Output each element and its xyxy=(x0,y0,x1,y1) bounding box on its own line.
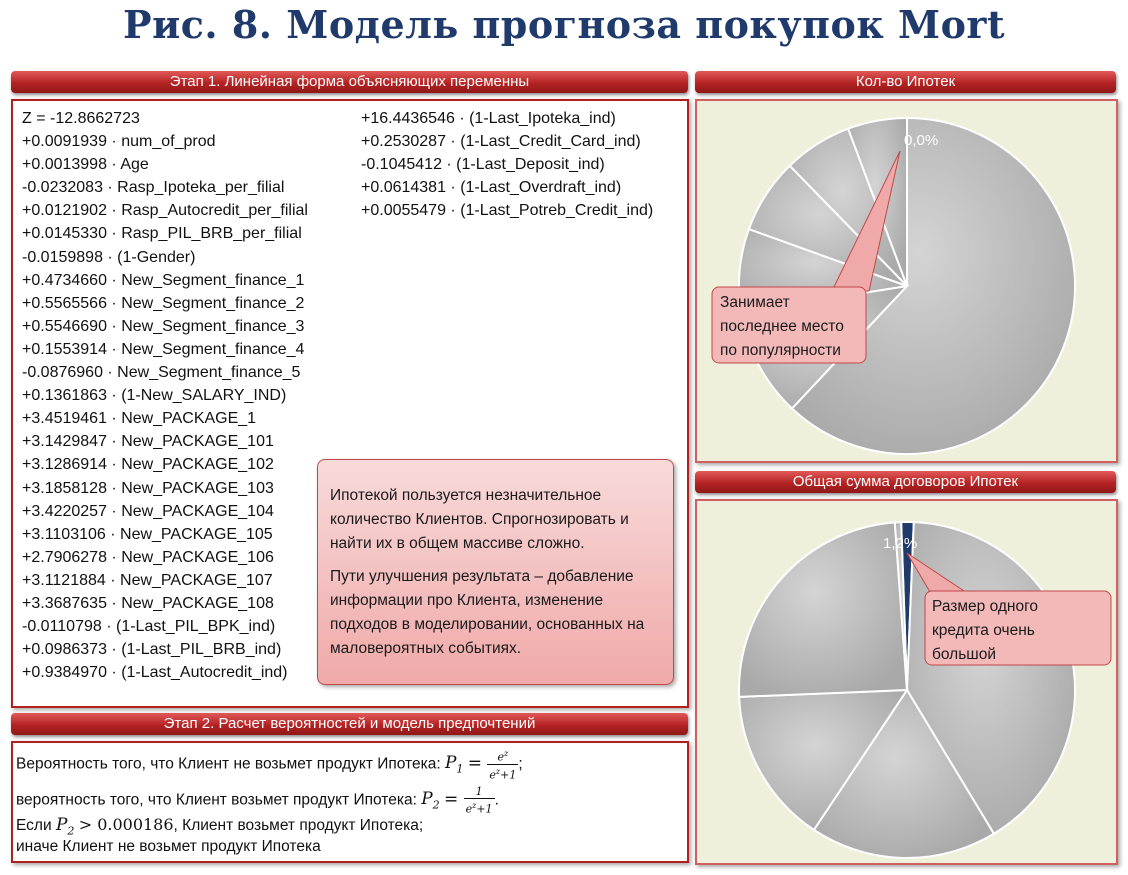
pie-chart-mortgage-sum xyxy=(697,501,1116,863)
chart2-panel xyxy=(695,499,1118,865)
coefficient-term: +2.7906278 · New_PACKAGE_106 xyxy=(22,548,274,566)
formula-2-fraction: $\frac{1}{e^z+1}$ xyxy=(465,785,493,816)
coefficients-column-1 xyxy=(22,107,308,684)
coefficient-term: +0.0986373 · (1-Last_PIL_BRB_ind) xyxy=(22,641,282,659)
chart1-panel xyxy=(695,99,1118,463)
formula-line-2: вероятность того, что Клиент возьмет продукт Ипотека: $P_2$ = $\frac{1}{e^z+1}$ . xyxy=(16,785,499,816)
chart2-callout-line-2: кредита очень xyxy=(932,622,1035,639)
coefficient-term: +3.4220257 · New_PACKAGE_104 xyxy=(22,502,274,520)
p1-subscript: 1 xyxy=(456,762,464,776)
coefficient-term: +3.3687635 · New_PACKAGE_108 xyxy=(22,594,274,612)
formula-line-3 xyxy=(16,815,423,837)
coefficients-column-2 xyxy=(361,107,653,222)
coefficient-term: +3.4519461 · New_PACKAGE_1 xyxy=(22,410,257,428)
coefficient-term: +0.1553914 · New_Segment_finance_4 xyxy=(22,340,305,358)
coefficient-term: +3.1286914 · New_PACKAGE_102 xyxy=(22,456,274,474)
coefficient-term: +0.5565566 · New_Segment_finance_2 xyxy=(22,294,305,312)
formula-1-fraction: $\frac{e^z}{e^z+1}$ xyxy=(489,749,517,782)
formula-line-1: Вероятность того, что Клиент не возьмет продукт Ипотека: $P_1$ = $\frac{e^z}{e^z+1}$ ; xyxy=(16,749,523,782)
coefficient-term: -0.0232083 · Rasp_Ipoteka_per_filial xyxy=(22,179,285,197)
coefficient-term: +3.1103106 · New_PACKAGE_105 xyxy=(22,525,273,543)
coefficient-term: +0.4734660 · New_Segment_finance_1 xyxy=(22,271,305,289)
insight-paragraph-1: Ипотекой пользуется незначительное количество Клиентов. Спрогнозировать и найти их в общем массиве сложно. xyxy=(330,487,629,552)
chart2-slice-label: 1,2% xyxy=(883,535,918,552)
coefficient-term: -0.0159898 · (1-Gender) xyxy=(22,248,196,266)
p2-condition-subscript: 2 xyxy=(67,824,75,838)
chart2-callout-line-1: Размер одного xyxy=(932,598,1039,615)
threshold-value: > 0.000186 xyxy=(78,815,174,834)
insight-paragraph-2: Пути улучшения результата – добавление информации про Клиента, изменение подходов в моделировании, основанных на маловероятных событиях. xyxy=(330,568,645,657)
coefficient-term: +0.2530287 · (1-Last_Credit_Card_ind) xyxy=(361,133,641,151)
formula-2-text: вероятность того, что Клиент возьмет продукт Ипотека: xyxy=(16,791,417,809)
p1-symbol: P xyxy=(444,753,457,774)
coefficient-term: +0.0091939 · num_of_prod xyxy=(22,133,216,151)
pie-chart-mortgage-count xyxy=(697,101,1116,461)
p2-subscript: 2 xyxy=(432,798,440,812)
coefficient-term: -0.1045412 · (1-Last_Deposit_ind) xyxy=(361,156,605,174)
formula-1-text: Вероятность того, что Клиент не возьмет продукт Ипотека: xyxy=(16,755,441,773)
chart1-header: Кол-во Ипотек xyxy=(695,71,1116,93)
coefficient-term: +3.1429847 · New_PACKAGE_101 xyxy=(22,433,274,451)
formula-3-prefix: Если xyxy=(16,817,52,834)
coefficient-term: +0.9384970 · (1-Last_Autocredit_ind) xyxy=(22,664,288,682)
pie-slice xyxy=(739,522,907,696)
page-title: Рис. 8. Модель прогноза покупок Mort xyxy=(123,2,1005,47)
coefficient-term: Z = -12.8662723 xyxy=(22,110,140,127)
chart1-callout-line-2: последнее место xyxy=(720,318,844,335)
chart1-callout-line-1: Занимает xyxy=(720,294,790,311)
coefficient-term: +0.0055479 · (1-Last_Potreb_Credit_ind) xyxy=(361,202,654,220)
stage1-header: Этап 1. Линейная форма объясняющих переменны xyxy=(11,71,688,93)
stage2-header: Этап 2. Расчет вероятностей и модель предпочтений xyxy=(11,713,688,735)
coefficient-term: -0.0110798 · (1-Last_PIL_BPK_ind) xyxy=(22,618,276,636)
chart1-callout-line-3: по популярности xyxy=(720,342,841,359)
coefficient-term: +0.0013998 · Age xyxy=(22,156,149,174)
chart1-slice-label: 0,0% xyxy=(904,132,939,149)
chart2-callout-line-3: большой xyxy=(932,646,996,663)
formula-2-end: . xyxy=(494,791,499,809)
p2-symbol: P xyxy=(421,789,433,810)
coefficient-term: +0.0121902 · Rasp_Autocredit_per_filial xyxy=(22,202,308,220)
chart2-header: Общая сумма договоров Ипотек xyxy=(695,471,1116,493)
coefficient-term: +16.4436546 · (1-Last_Ipoteka_ind) xyxy=(361,110,616,127)
stage2-panel xyxy=(11,741,689,863)
coefficient-term: +3.1121884 · New_PACKAGE_107 xyxy=(22,571,273,589)
formula-1-end: ; xyxy=(518,755,523,773)
insight-callout xyxy=(317,459,674,685)
p2-condition-symbol: P xyxy=(55,815,68,835)
coefficient-term: +0.0614381 · (1-Last_Overdraft_ind) xyxy=(361,179,622,197)
stage1-panel xyxy=(11,99,689,708)
coefficient-term: -0.0876960 · New_Segment_finance_5 xyxy=(22,364,301,382)
formula-3-rest: , Клиент возьмет продукт Ипотека; xyxy=(173,817,424,834)
coefficient-term: +0.5546690 · New_Segment_finance_3 xyxy=(22,317,305,335)
coefficient-term: +3.1858128 · New_PACKAGE_103 xyxy=(22,479,274,497)
formula-line-4: иначе Клиент не возьмет продукт Ипотека xyxy=(16,838,321,855)
coefficient-term: +0.1361863 · (1-New_SALARY_IND) xyxy=(22,387,287,405)
coefficient-term: +0.0145330 · Rasp_PIL_BRB_per_filial xyxy=(22,225,302,243)
